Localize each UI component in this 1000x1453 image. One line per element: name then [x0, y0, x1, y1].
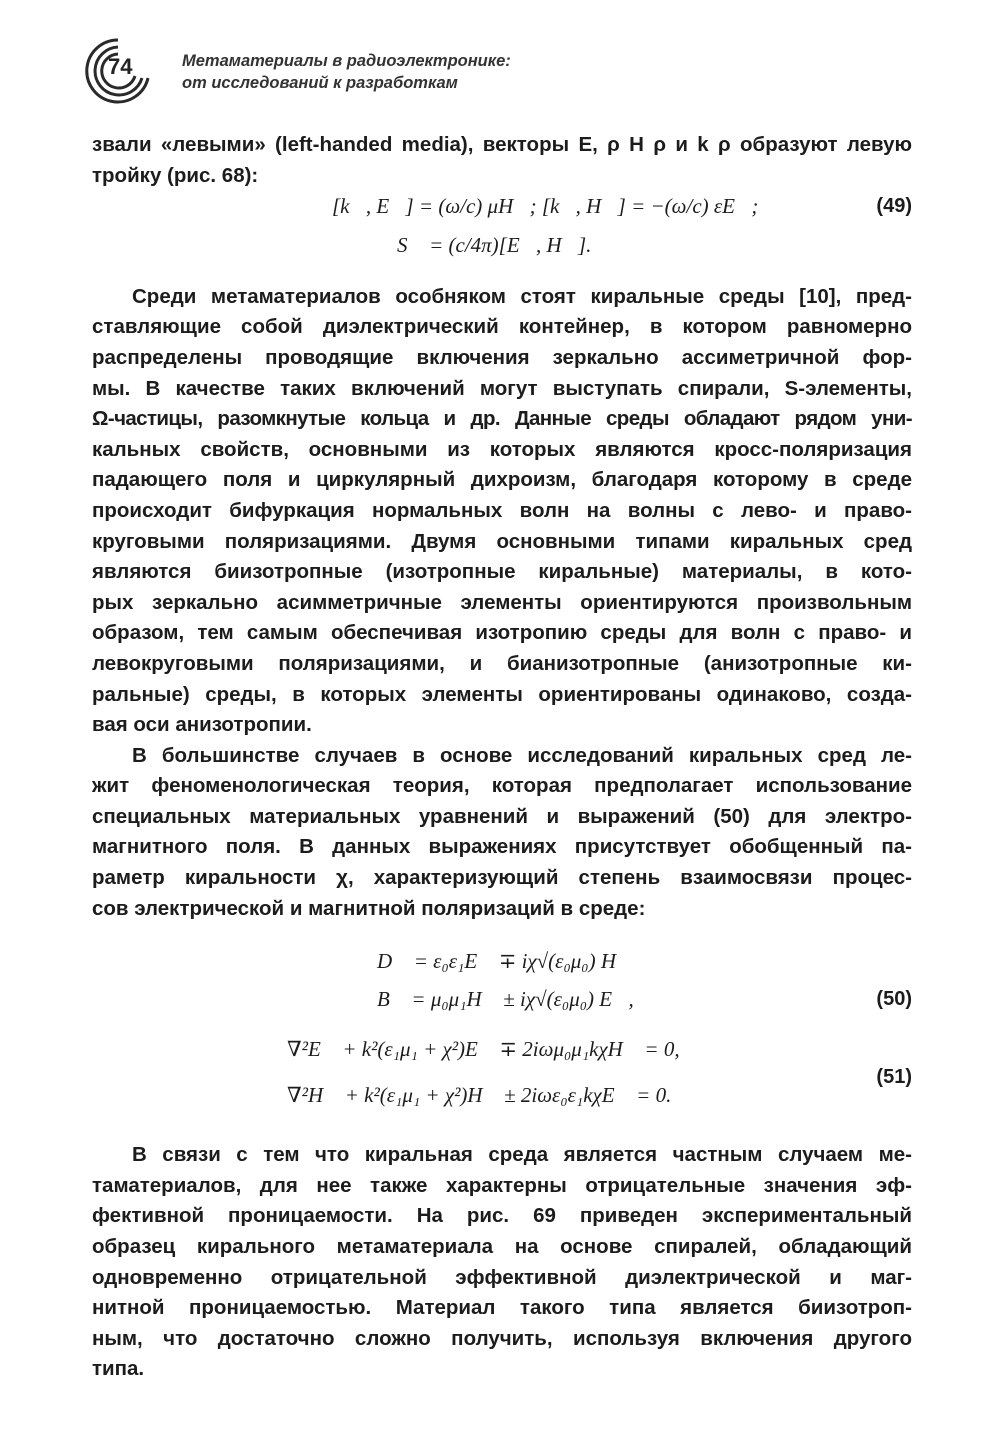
page-number: 74 [108, 54, 133, 79]
paragraph-2-line-5: Ω-частицы, разомкнутые кольца и др. Данные среды обладают рядом уни- [92, 407, 912, 431]
paragraph-3-line-4: магнитного поля. В данных выражениях присутствует обобщенный па- [92, 835, 912, 859]
paragraph-3-line-1: В большинстве случаев в основе исследований киральных сред ле- [132, 743, 912, 767]
paragraph-2-line-9: круговыми поляризациями. Двумя основными типами киральных сред [92, 529, 912, 553]
paragraph-3-line-2: жит феноменологическая теория, которая предполагает использование [92, 774, 912, 798]
running-head-title [182, 50, 511, 94]
paragraph-3-line-5: раметр киральности χ, характеризующий степень взаимосвязи процес- [92, 866, 912, 890]
paragraph-2-line-12: образом, тем самым обеспечивая изотропию среды для волн с право- и [92, 621, 912, 645]
running-header [82, 36, 922, 106]
running-head-line-1: Метаматериалы в радиоэлектронике: [182, 52, 511, 70]
paragraph-4-line-4: образец кирального метаматериала на основе спиралей, обладающий [92, 1235, 912, 1259]
equation-49 [92, 191, 912, 268]
paragraph-2-line-2: ставляющие собой диэлектрический контейнер, в котором равномерно [92, 315, 912, 339]
paragraph-1 [92, 130, 912, 191]
paragraph-2-line-4: мы. В качестве таких включений могут выступать спирали, S-элементы, [92, 376, 912, 400]
paragraph-4 [92, 1140, 912, 1385]
paragraph-2-line-13: левокруговыми поляризациями, и бианизотропные (анизотропные ки- [92, 651, 912, 675]
paragraph-2-line-6: кальных свойств, основными из которых являются кросс-поляризация [92, 437, 912, 461]
paragraph-2-line-11: рых зеркально асимметричные элементы ориентируются произвольным [92, 590, 912, 614]
paragraph-3-line-6: сов электрической и магнитной поляризаций в среде: [92, 896, 646, 920]
paragraph-2-line-14: ральные) среды, в которых элементы ориентированы одинаково, созда- [92, 682, 912, 706]
equation-51-line-2: ∇²H⃗ + k²(ε₁μ₁ + χ²)H⃗ ± 2iωε₀ε₁kχE⃗ = 0. [287, 1083, 672, 1108]
paragraph-4-line-8: типа. [92, 1357, 145, 1381]
paragraph-4-line-1: В связи с тем что киральная среда является частным случаем ме- [132, 1143, 912, 1167]
paragraph-4-line-2: таматериалов, для нее также характерны отрицательные значения эф- [92, 1173, 912, 1197]
page-body [92, 130, 912, 1385]
paragraph-2 [92, 282, 912, 741]
paragraph-4-line-7: ным, что достаточно сложно получить, используя включения другого [92, 1326, 912, 1350]
paragraph-2-line-10: являются биизотропные (изотропные киральные) материалы, в кото- [92, 560, 912, 584]
paragraph-4-line-3: фективной проницаемости. На рис. 69 приведен экспериментальный [92, 1204, 912, 1228]
paragraph-2-line-7: падающего поля и циркулярный дихроизм, благодаря которому в среде [92, 468, 912, 492]
paragraph-2-line-15: вая оси анизотропии. [92, 713, 312, 737]
paragraph-2-line-3: распределены проводящие включения зеркально ассиметричной фор- [92, 345, 912, 369]
paragraph-4-line-6: нитной проницаемостью. Материал такого типа является биизотроп- [92, 1296, 912, 1320]
paragraph-3 [92, 741, 912, 925]
equation-50-line-1: D⃗ = ε₀ε₁E⃗ ∓ iχ√(ε₀μ₀) H⃗ [377, 949, 633, 974]
equation-51-line-1: ∇²E⃗ + k²(ε₁μ₁ + χ²)E⃗ ∓ 2iωμ₀μ₁kχH⃗ = 0, [287, 1037, 680, 1062]
equation-49-line-2: S⃗ = (c/4π)[E⃗, H⃗]. [397, 232, 592, 257]
paragraph-3-line-3: специальных материальных уравнений и выражений (50) для электро- [92, 804, 912, 828]
equation-50-line-2: B⃗ = μ₀μ₁H⃗ ± iχ√(ε₀μ₀) E⃗, [377, 987, 634, 1012]
equation-49-number: (49) [876, 195, 912, 218]
paragraph-1-line-2: тройку (рис. 68): [92, 163, 259, 187]
paragraph-1-line-1: звали «левыми» (left-handed media), векторы E, ρ H ρ и k ρ образуют левую [92, 133, 912, 156]
paragraph-2-line-1: Среди метаматериалов особняком стоят киральные среды [10], пред- [132, 284, 912, 308]
equation-50-number: (50) [876, 988, 912, 1011]
equation-51 [92, 1028, 912, 1120]
equation-51-number: (51) [876, 1066, 912, 1089]
running-head-line-2: от исследований к разработкам [182, 74, 458, 92]
paragraph-4-line-5: одновременно отрицательной эффективной диэлектрической и маг- [92, 1265, 912, 1289]
equation-49-line-1: [k⃗, E⃗] = (ω/c) μH⃗; [k⃗, H⃗] = −(ω/c) εE⃗; [332, 194, 759, 219]
equation-50 [92, 942, 912, 1018]
paragraph-2-line-8: происходит бифуркация нормальных волн на волны с лево- и право- [92, 498, 912, 522]
